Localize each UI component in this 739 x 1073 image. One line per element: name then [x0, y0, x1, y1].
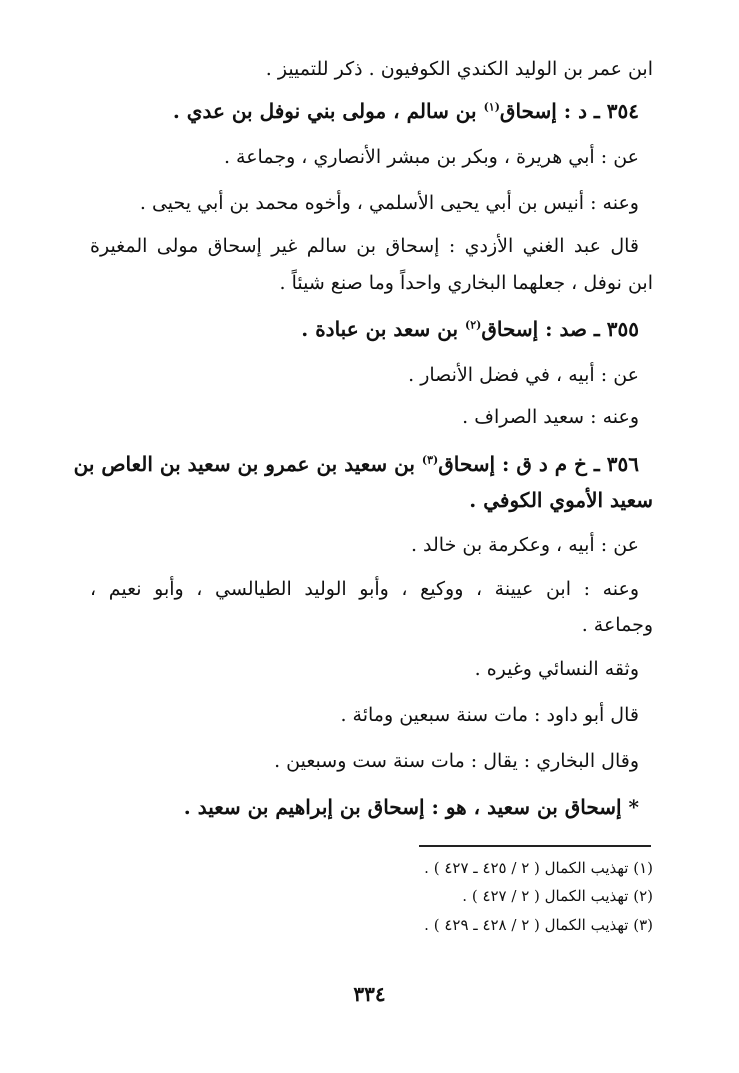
- entry-356-heading-cont: سعيد الأموي الكوفي .: [469, 488, 653, 512]
- entry-355-heading: [96, 314, 639, 344]
- footnote-3: (٣) تهذيب الكمال ( ٢ / ٤٢٨ ـ ٤٢٩ ) .: [424, 916, 653, 934]
- entry-354-note-line-2: ابن نوفل ، جعلهما البخاري واحداً وما صنع شيئاً .: [279, 272, 653, 294]
- footnote-1: (١) تهذيب الكمال ( ٢ / ٤٢٥ ـ ٤٢٧ ) .: [424, 859, 653, 877]
- footnote-2: (٢) تهذيب الكمال ( ٢ / ٤٢٧ ) .: [462, 887, 653, 905]
- entry-356-rest: بن سعيد بن عمرو بن سعيد بن العاص بن: [73, 452, 422, 476]
- footnote-marker-2[interactable]: (٢): [464, 318, 482, 332]
- entry-355-rest: بن سعد بن عبادة .: [301, 317, 465, 341]
- entry-354-name: ٣٥٤ ـ د : إسحاق: [499, 99, 639, 123]
- entry-356-name: ٣٥٦ ـ خ م د ق : إسحاق: [438, 452, 639, 476]
- footnote-marker-1[interactable]: (١): [483, 100, 500, 114]
- footnote-divider: [419, 845, 651, 847]
- page-number: ٣٣٤: [353, 982, 386, 1006]
- entry-356-from: عن : أبيه ، وعكرمة بن خالد .: [410, 534, 639, 556]
- footnote-marker-3[interactable]: (٣): [421, 453, 439, 467]
- entry-356-bukhari: وقال البخاري : يقال : مات سنة ست وسبعين .: [274, 750, 639, 772]
- entry-356-abu-dawud: قال أبو داود : مات سنة سبعين ومائة .: [340, 704, 639, 726]
- entry-355-from: عن : أبيه ، في فضل الأنصار .: [408, 364, 639, 386]
- entry-354-from: عن : أبي هريرة ، وبكر بن مبشر الأنصاري ، وجماعة .: [223, 146, 639, 168]
- cross-reference: * إسحاق بن سعيد ، هو : إسحاق بن إبراهيم بن سعيد .: [183, 795, 639, 819]
- entry-356-narrators-line-2: وجماعة .: [581, 614, 653, 636]
- entry-356-heading: [73, 449, 639, 479]
- entry-356-reliability: وثقه النسائي وغيره .: [474, 658, 639, 680]
- entry-354-heading: [96, 96, 639, 126]
- entry-354-note-line-1: قال عبد الغني الأزدي : إسحاق بن سالم غير إسحاق مولى المغيرة: [90, 235, 639, 257]
- entry-354-narrators: وعنه : أنيس بن أبي يحيى الأسلمي ، وأخوه محمد بن أبي يحيى .: [139, 192, 639, 214]
- entry-355-narrators: وعنه : سعيد الصراف .: [462, 406, 639, 428]
- entry-356-narrators-line-1: وعنه : ابن عيينة ، ووكيع ، وأبو الوليد الطيالسي ، وأبو نعيم ،: [90, 578, 639, 600]
- entry-354-rest: بن سالم ، مولى بني نوفل بن عدي .: [172, 99, 484, 123]
- entry-355-name: ٣٥٥ ـ صد : إسحاق: [481, 317, 639, 341]
- continuation-line: ابن عمر بن الوليد الكندي الكوفيون . ذكر للتمييز .: [265, 58, 653, 80]
